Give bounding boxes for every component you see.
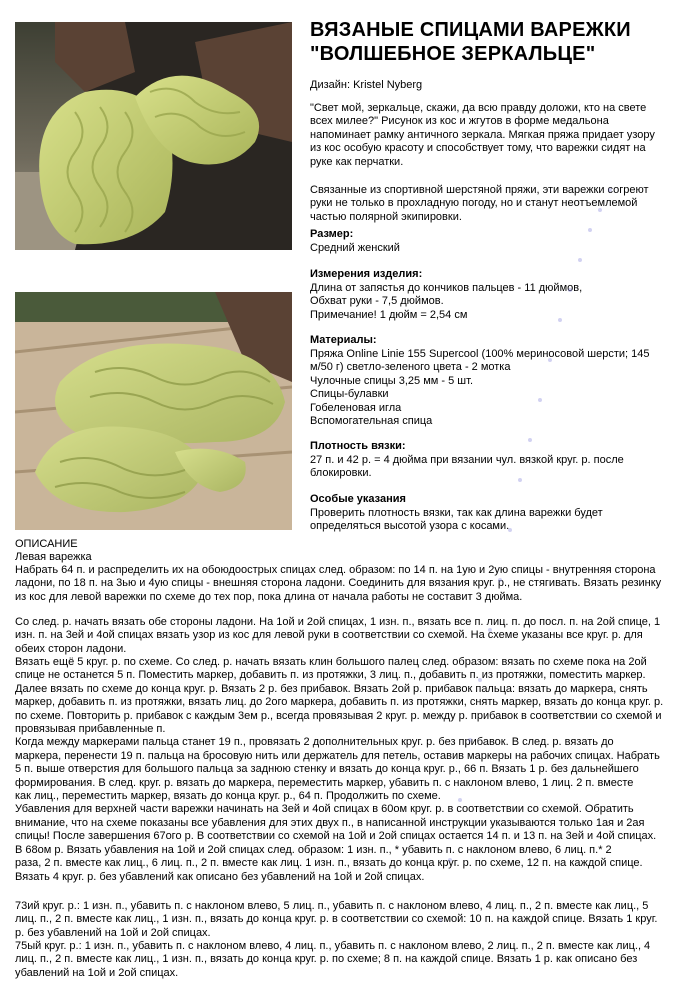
notes-heading: Особые указания	[310, 493, 406, 505]
size-value: Средний женский	[310, 242, 400, 254]
mittens-photo-top-image	[15, 22, 292, 250]
instruction-line: раза, 2 п. вместе как лиц., 6 лиц. п., 2 п. вместе как лиц. 1 изн. п., вязать до конца круг. р. по схеме, 12 п. на каждой спице.	[15, 857, 643, 870]
mittens-photo-bottom-image	[15, 292, 292, 530]
instruction-line: р. без убавлений на 1ой и 2ой спицах.	[15, 926, 211, 939]
measurement-line: Примечание! 1 дюйм = 2,54 см	[310, 308, 468, 321]
notes-line: определяться высотой узора с косами.	[310, 520, 510, 533]
measurements-list	[310, 282, 682, 322]
mittens-photo-top	[15, 22, 292, 250]
instruction-line: маркера, перенести 19 п. пальца на бросовую нить или держатель для петель, оставив маркеры на рабочих спицах. Набрать	[15, 749, 660, 762]
intro1-line: из кос особую красоту и способствует тому, что варежки сидят на	[310, 142, 646, 155]
description-heading: ОПИСАНИЕ	[15, 538, 78, 550]
instruction-line: спицы! После завершения 67ого р. В соответствии со схемой на 1ой и 2ой спицах остается 14 п. и 13 п. на 3ей и 4ой спицах.	[15, 830, 657, 843]
designer-credit: Дизайн: Kristel Nyberg	[310, 79, 423, 91]
instructions-paragraph-4	[15, 900, 680, 940]
mittens-photo-bottom	[15, 292, 292, 530]
instruction-line: провязывая прибавленные п.	[15, 723, 166, 736]
material-line: Чулочные спицы 3,25 мм - 5 шт.	[310, 374, 473, 387]
intro1-line: всех милее?" Рисунок из кос и жгутов в форме медальона	[310, 115, 609, 128]
notes-line: Проверить плотность вязки, так как длина варежки будет	[310, 507, 603, 519]
instruction-line: маркер, добавить п. из протяжки, вязать лиц. до 2ого маркера, добавить п. из протяжки, снять маркер, вязать до конца круг. р.	[15, 696, 664, 709]
instruction-line: спице не останется 5 п. Поместить маркер, добавить п. из протяжки, 3 лиц. п., добавить п. из протяжки, поместить маркер.	[15, 669, 646, 682]
instruction-line: 73ий круг. р.: 1 изн. п., убавить п. с наклоном влево, 5 лиц. п., убавить п. с наклоном влево, 4 лиц. п., 2 п. вместе как лиц., 5	[15, 900, 649, 912]
page-title	[310, 18, 682, 66]
instruction-line: изн. п. на 3ей и 4ой спицах вязать узор из кос для левой руки в соответствии со схемой. На схеме указаны все круг. р. для	[15, 629, 643, 642]
material-line: Спицы-булавки	[310, 388, 389, 401]
gauge-line: 27 п. и 42 р. = 4 дюйма при вязании чул. вязкой круг. р. после	[310, 454, 624, 466]
intro2-line: руки не только в прохладную погоду, но и станут неотъемлемой	[310, 197, 638, 210]
instruction-line: из кос для левой варежки по схеме до тех пор, пока длина от начала работы не составит 3 дюйма.	[15, 590, 523, 603]
material-line: Вспомогательная спица	[310, 415, 433, 428]
size-heading: Размер:	[310, 228, 354, 240]
measurement-line: Длина от запястья до кончиков пальцев - 11 дюймов,	[310, 282, 583, 294]
intro1-line: "Свет мой, зеркальце, скажи, да всю правду доложи, кто на свете	[310, 102, 647, 114]
instruction-line: как лиц., переместить маркер, вязать до конца круг. р., 64 п. Продолжить по схеме.	[15, 790, 441, 803]
measurements-heading: Измерения изделия:	[310, 268, 423, 280]
material-line: м/50 г) светло-зеленого цвета - 2 мотка	[310, 361, 511, 374]
instructions-paragraph-2	[15, 616, 680, 656]
description-subheading: Левая варежка	[15, 551, 92, 563]
materials-list	[310, 348, 682, 428]
measurement-line: Обхват руки - 7,5 дюймов.	[310, 295, 444, 308]
notes-text	[310, 507, 682, 534]
instruction-line: обеих сторон ладони.	[15, 642, 127, 655]
title-line-1: ВЯЗАНЫЕ СПИЦАМИ ВАРЕЖКИ	[310, 19, 631, 41]
instruction-line: Со след. р. начать вязать обе стороны ладони. На 1ой и 2ой спицах, 1 изн. п., вязать все п. лиц. п. до посл. п. на 2ой спице, 1	[15, 616, 661, 628]
instruction-line: Когда между маркерами пальца станет 19 п., провязать 2 дополнительных круг. р. без прибавок. В след. р. вязать до	[15, 736, 614, 749]
gauge-heading: Плотность вязки:	[310, 440, 406, 452]
instructions-paragraph-1	[15, 564, 680, 604]
title-line-2: "ВОЛШЕБНОЕ ЗЕРКАЛЬЦЕ"	[310, 43, 596, 65]
intro-paragraph-2	[310, 184, 682, 224]
gauge-text	[310, 454, 682, 481]
gauge-line: блокировки.	[310, 467, 372, 480]
instruction-line: формирования. В след. круг. р. вязать до маркера, переместить маркер, убавить п. с наклоном влево, 1 лиц. 2 п. вместе	[15, 776, 634, 789]
intro1-line: руке как перчатки.	[310, 155, 404, 168]
instruction-line: лиц. п., 2 п. вместе как лиц., 1 изн. п., вязать до конца круг. р. по схеме; 8 п. на каждой спице. Вязать 1 р. как описано без	[15, 953, 638, 966]
instruction-line: 75ый круг. р.: 1 изн. п., убавить п. с наклоном влево, 4 лиц. п., убавить п. с наклоном влево, 2 лиц. п., 2 п. вместе как лиц., 4	[15, 940, 651, 952]
instruction-line: ладони, по 18 п. на 3ью и 4ую спицы - внешняя сторона ладони. Соединить для вязания круг. р., не стягивать. Вязать резинку	[15, 577, 662, 590]
instruction-line: Далее вязать по схеме до конца круг. р. Вязать 2 р. без прибавок. Вязать 2ой р. прибавок пальца: вязать до маркера, снять	[15, 682, 648, 695]
instruction-line: убавлений на 1ой и 2ой спицах.	[15, 966, 179, 979]
instruction-line: Убавления для верхней части варежки начинать на 3ей и 4ой спицах в 60ом круг. р. в соответствии со схемой. Обратить	[15, 803, 634, 816]
intro1-line: напоминает рамку античного зеркала. Мягкая пряжа придает узору	[310, 128, 655, 141]
instruction-line: 5 п. выше отверстия для большого пальца за заднюю стенку и вязать до конца круг. р., 66 п. Вязать 1 р. без дальнейшего	[15, 763, 639, 776]
instructions-paragraph-5	[15, 940, 680, 980]
intro2-line: Связанные из спортивной шерстяной пряжи, эти варежки согреют	[310, 184, 649, 196]
intro-paragraph-1	[310, 102, 682, 169]
instruction-line: внимание, что на схеме показаны все убавления для этих двух п., в написанной инструкции указываются только 1ая и 2ая	[15, 816, 645, 829]
instruction-line: по схеме. Повторить р. прибавок с каждым 3ем р., всегда провязывая 2 круг. р. между р. прибавок в соответствии со схемой и	[15, 709, 662, 722]
intro2-line: частью полярной экипировки.	[310, 210, 462, 223]
instruction-line: Вязать ещё 5 круг. р. по схеме. Со след. р. начать вязать клин большого палец след. образом: вязать по схеме пока на 2ой	[15, 656, 647, 668]
instruction-line: В 68ом р. Вязать убавления на 1ой и 2ой спицах след. образом: 1 изн. п., * убавить п. с наклоном влево, 6 лиц. п.* 2	[15, 843, 612, 856]
instruction-line: Вязать 4 круг. р. без убавлений как описано без убавлений на 1ой и 2ой спицах.	[15, 870, 425, 883]
material-line: Гобеленовая игла	[310, 401, 402, 414]
material-line: Пряжа Online Linie 155 Supercool (100% мериносовой шерсти; 145	[310, 348, 650, 360]
materials-heading: Материалы:	[310, 334, 377, 346]
instruction-line: Набрать 64 п. и распределить их на обоюдоострых спицах след. образом: по 14 п. на 1ую и 2ую спицы - внутренняя сторона	[15, 564, 656, 576]
instruction-line: лиц. п., 2 п. вместе как лиц., 1 изн. п., вязать до конца круг. р. в соответствии со схемой: 10 п. на каждой спице. Вязать 1 круг.	[15, 913, 658, 926]
instructions-paragraph-3	[15, 656, 680, 884]
